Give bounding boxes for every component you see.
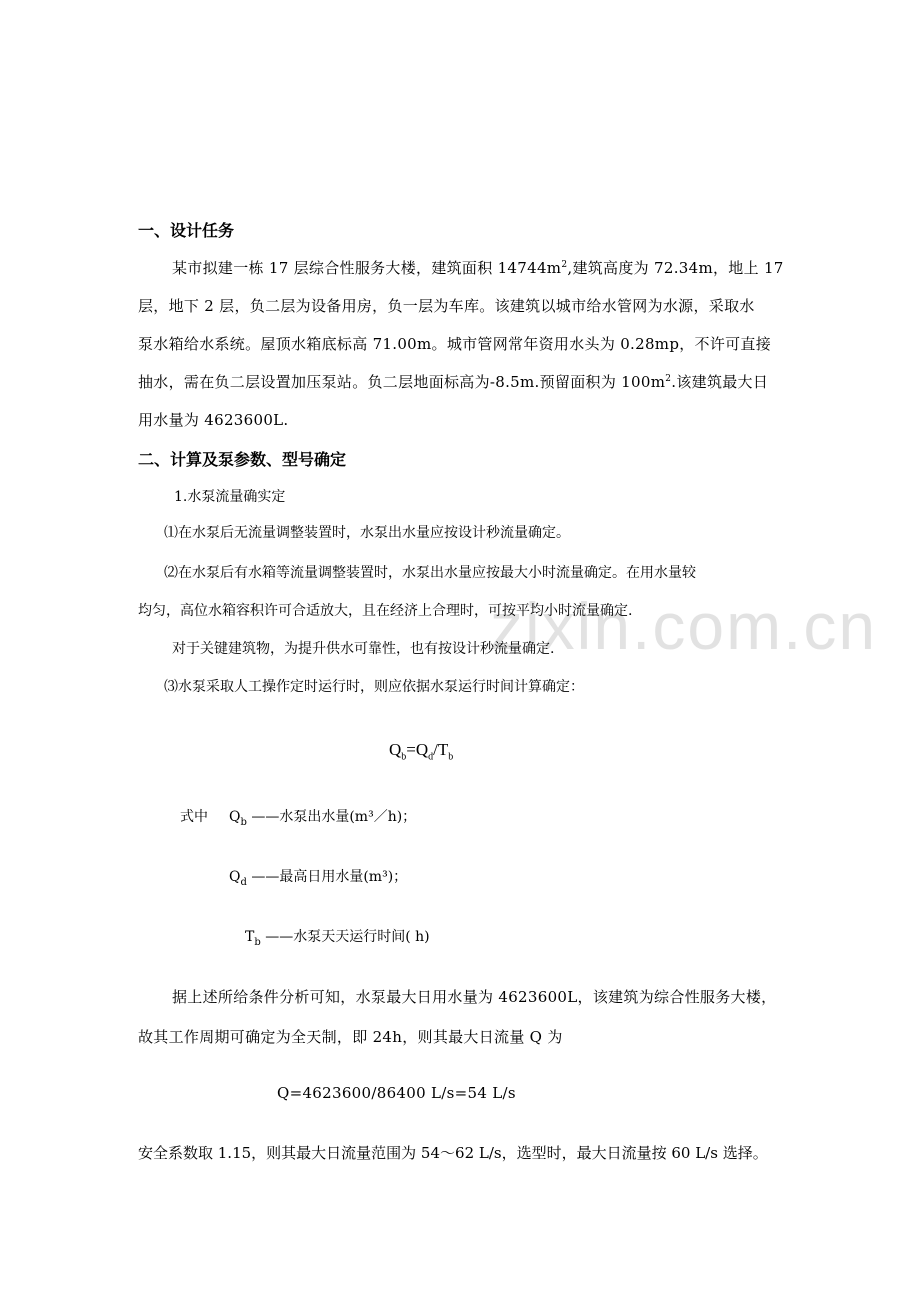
watermark: zixin.com.cn — [490, 589, 878, 663]
section-1-title: 一、设计任务 — [138, 221, 235, 240]
definition-2: $Q_d$ ——最高日用水量(m³)； — [229, 869, 408, 888]
flow-calculation: Q=4623600/86400 L/s=54 L/s — [277, 1084, 516, 1102]
item-2-line1: ⑵在水泵后有水箱等流量调整装置时，水泵出水量应按最大小时流量确定。在用水量较 — [164, 565, 696, 581]
item-1: ⑴在水泵后无流量调整装置时，水泵出水量应按设计秒流量确定。 — [164, 525, 570, 541]
definition-prefix: 式中 — [180, 809, 208, 825]
para1-line3: 泵水箱给水系统。屋顶水箱底标高 71.00m。城市管网常年资用水头为 0.28mp，不许可直接 — [138, 335, 772, 353]
section-2-title: 二、计算及泵参数、型号确定 — [138, 450, 347, 469]
definition-1: $Q_b$ ——水泵出水量(m³／h)； — [229, 809, 417, 828]
item-2-line2: 均匀，高位水箱容积许可合适放大，且在经济上合理时，可按平均小时流量确定. — [138, 603, 633, 619]
para1-line4: 抽水，需在负二层设置加压泵站。负二层地面标高为-8.5m.预留面积为 $100m^2$.该建筑最大日 — [138, 373, 769, 391]
para1-line5: 用水量为 4623600L. — [138, 411, 289, 429]
subsection-1: 1.水泵流量确实定 — [174, 489, 286, 505]
analysis-line1: 据上述所给条件分析可知，水泵最大日用水量为 4623600L，该建筑为综合性服务大楼， — [172, 988, 777, 1006]
item-2-line3: 对于关键建筑物，为提升供水可靠性，也有按设计秒流量确定. — [172, 641, 555, 657]
para1-line1: 某市拟建一栋 17 层综合性服务大楼，建筑面积 $14744m^2$,建筑高度为 72.34m，地上 17 — [172, 259, 784, 277]
definition-3: $T_b$ ——水泵天天运行时间( h) — [245, 929, 430, 948]
item-3: ⑶水泵采取人工操作定时运行时，则应依据水泵运行时间计算确定： — [164, 679, 584, 695]
final-selection: 安全系数取 1.15，则其最大日流量范围为 54～62 L/s，选型时，最大日流量按 60 L/s 选择。 — [138, 1144, 768, 1162]
analysis-line2: 故其工作周期可确定为全天制，即 24h，则其最大日流量 Q 为 — [138, 1028, 563, 1046]
para1-line2: 层，地下 2 层，负二层为设备用房，负一层为车库。该建筑以城市给水管网为水源，采取水 — [138, 297, 755, 315]
formula: $Q_b=Q_d/T_b$ — [389, 740, 454, 763]
